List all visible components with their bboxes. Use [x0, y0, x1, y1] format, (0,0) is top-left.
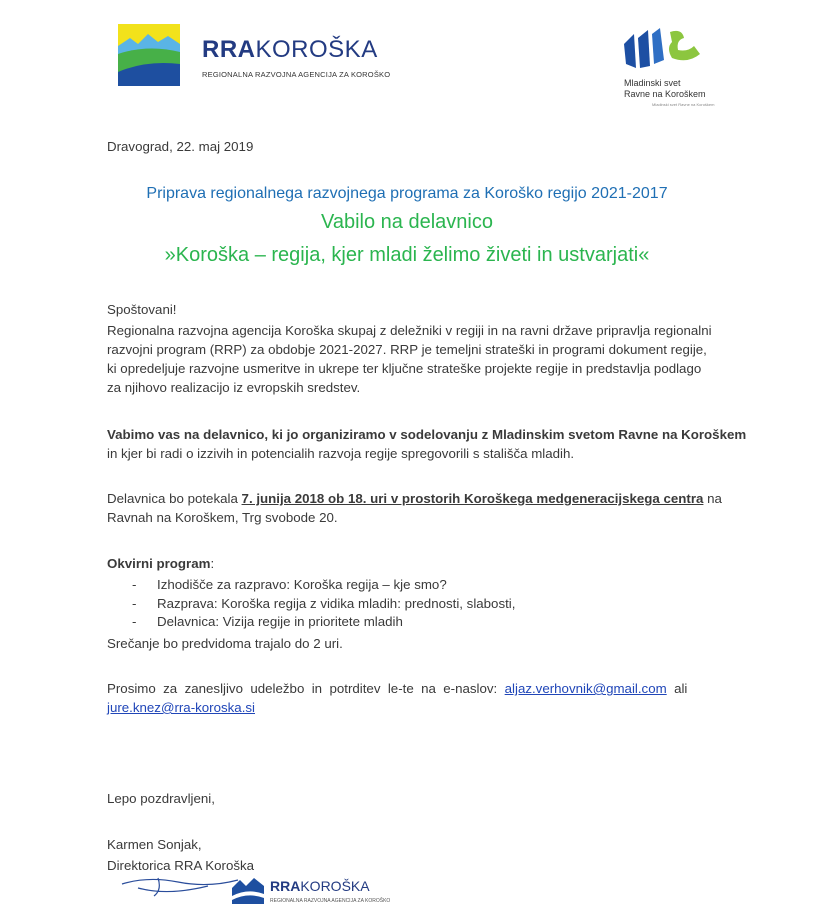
email-link-aljaz[interactable]: aljaz.verhovnik@gmail.com — [504, 681, 667, 696]
signature-stamp-logo — [232, 872, 392, 906]
greeting: Spoštovani! — [107, 302, 177, 317]
email-link-jure[interactable]: jure.knez@rra-koroska.si — [107, 700, 255, 715]
intro-line: razvojni program (RRP) za obdobje 2021-2027. RRP je temeljni strateški in programi dokument regije, — [107, 342, 707, 357]
rsvp-text: Prosimo za zanesljivo udeležbo in potrditev le-te na e-naslov: — [107, 681, 505, 696]
stamp-tagline: REGIONALNA RAZVOJNA AGENCIJA ZA KOROŠKO — [270, 898, 391, 904]
when-prefix: Delavnica bo potekala — [107, 491, 242, 506]
workshop-title: »Koroška – regija, kjer mladi želimo živeti in ustvarjati« — [164, 244, 650, 266]
mladinski-svet-line2: Ravne na Koroškem — [624, 89, 706, 99]
rra-koroska-logo — [118, 24, 408, 88]
intro-paragraph — [107, 321, 727, 397]
rra-logo-mark-icon — [118, 24, 180, 86]
list-item: Izhodišče za razpravo: Koroška regija – kje smo? — [157, 577, 447, 592]
mladinski-svet-line3: Mladinski svet Ravne na Koroškem — [652, 102, 715, 107]
when-paragraph — [107, 489, 727, 527]
rra-logo-tagline: REGIONALNA RAZVOJNA AGENCIJA ZA KOROŠKO — [202, 70, 391, 79]
stamp-brand: RRAKOROŠKA — [270, 878, 370, 894]
stamp-logo-mark-icon — [232, 874, 264, 904]
mladinski-svet-logo — [600, 24, 720, 107]
program-title: Priprava regionalnega razvojnega programa za Koroško regijo 2021-2017 — [146, 185, 668, 202]
rsvp-line-2 — [107, 699, 255, 717]
when-suffix: na — [703, 491, 722, 506]
rra-logo-brand: RRAKOROŠKA — [202, 36, 378, 63]
duration-note: Srečanje bo predvidoma trajalo do 2 uri. — [107, 636, 343, 651]
invite-line: in kjer bi radi o izzivih in potencialih razvoja regije spregovorili s stališča mladih. — [107, 446, 575, 461]
when-line-1 — [107, 489, 727, 508]
closing-regards: Lepo pozdravljeni, — [107, 791, 215, 806]
list-bullet: - — [132, 596, 137, 611]
rsvp-line-1 — [107, 680, 727, 698]
list-bullet: - — [132, 577, 137, 592]
when-date-place: 7. junija 2018 ob 18. uri v prostorih Koroškega medgeneracijskega centra — [241, 491, 704, 506]
program-heading — [107, 555, 214, 573]
intro-line: za njihovo realizacijo iz evropskih sredstev. — [107, 380, 361, 395]
invitation-title: Vabilo na delavnico — [321, 211, 493, 233]
program-heading-label: Okvirni program — [107, 556, 211, 571]
intro-line: ki opredeljuje razvojne usmeritve in ukrepe ter ključne strateške projekte regije in predstavlja podlago — [107, 361, 702, 376]
program-heading-colon: : — [210, 556, 215, 571]
invite-paragraph — [107, 425, 747, 463]
when-line-2: Ravnah na Koroškem, Trg svobode 20. — [107, 510, 338, 525]
signatory-role: Direktorica RRA Koroška — [107, 858, 255, 873]
invite-bold-line: Vabimo vas na delavnico, ki jo organiziramo v sodelovanju z Mladinskim svetom Ravne na Koroškem — [107, 427, 747, 442]
letter-date: Dravograd, 22. maj 2019 — [107, 139, 254, 154]
list-item: Razprava: Koroška regija z vidika mladih: prednosti, slabosti, — [157, 596, 516, 611]
mladinski-svet-mark-icon — [620, 24, 710, 76]
list-item: Delavnica: Vizija regije in prioritete mladih — [157, 614, 403, 629]
mladinski-svet-line1: Mladinski svet — [624, 78, 681, 88]
rsvp-and: ali — [666, 681, 688, 696]
signatory-name: Karmen Sonjak, — [107, 837, 202, 852]
intro-line: Regionalna razvojna agencija Koroška skupaj z deležniki v regiji in na ravni države pripravlja regionalni — [107, 323, 712, 338]
list-bullet: - — [132, 614, 137, 629]
